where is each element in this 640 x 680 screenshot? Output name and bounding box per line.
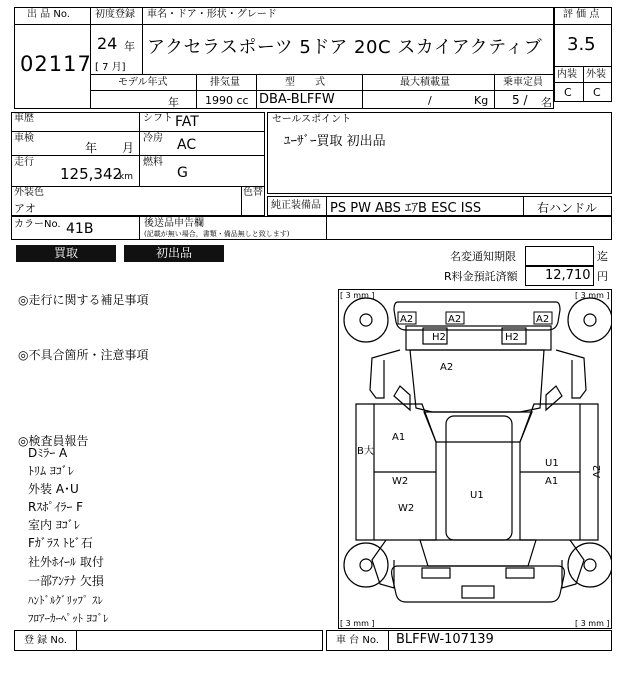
score-label: 評 価 点: [563, 9, 600, 20]
aftermarket-note: (記載が無い場合，書類・備品無しと致します): [144, 230, 290, 238]
driving-notes-heading: ◎走行に関する補足事項: [18, 293, 149, 307]
equipment-label: 純正装備品: [271, 200, 321, 211]
displacement: 1990 cc: [205, 94, 249, 107]
inspector-heading: ◎検査員報告: [18, 434, 89, 448]
name-change-label: 名変通知期限: [450, 250, 516, 263]
damage-mark: H2: [505, 332, 519, 343]
inspector-item: 一部ｱﾝﾃﾅ 欠損: [28, 574, 104, 588]
chassis-number: BLFFW-107139: [396, 632, 494, 647]
damage-mark: U1: [470, 490, 484, 501]
specs-box: [11, 112, 265, 216]
tire-depth-tl: [ 3 mm ]: [340, 291, 375, 300]
capacity-unit: 名: [541, 96, 552, 109]
first-reg-label: 初度登録: [95, 9, 135, 20]
defects-heading: ◎不具合箇所・注意事項: [18, 348, 149, 362]
ac-value: AC: [177, 137, 197, 153]
score: 3.5: [567, 34, 596, 55]
inspector-item: Dﾐﾗｰ A: [28, 446, 68, 460]
model-year-unit: 年: [168, 96, 179, 109]
model-year-label: モデル年式: [118, 77, 168, 88]
recycle-amount: 12,710: [545, 268, 591, 283]
max-load-label: 最大積載量: [400, 77, 450, 88]
mileage-unit: km: [119, 172, 133, 182]
aftermarket-label: 後送品申告欄: [144, 218, 204, 229]
exterior-grade: C: [593, 86, 601, 99]
damage-mark: A1: [545, 476, 559, 487]
name-change-unit: 迄: [597, 250, 608, 263]
capacity-label: 乗車定員: [503, 77, 543, 88]
sales-point: ﾕｰｻﾞｰ買取 初出品: [284, 134, 386, 149]
history-label: 車歴: [14, 113, 34, 124]
buy-badge: 買取: [16, 245, 116, 262]
fuel-label: 燃料: [143, 157, 163, 168]
first-reg-month: [ 7 月]: [95, 62, 126, 73]
inspector-item: 社外ﾎｲｰﾙ 取付: [28, 555, 104, 569]
name-change-box: [525, 246, 594, 266]
exterior-label: 外装: [586, 69, 606, 80]
color-no: 41B: [66, 221, 94, 237]
damage-mark: W2: [392, 476, 409, 487]
car-damage-diagram: [338, 289, 612, 629]
first-reg-year: 24: [97, 34, 118, 53]
type-label: 型 式: [285, 77, 325, 88]
car-name: アクセラスポーツ 5ドア 20C スカイアクティブ: [147, 37, 543, 58]
mileage: 125,342: [60, 165, 123, 183]
inspector-item: Fｶﾞﾗｽ ﾄﾋﾞ石: [28, 536, 93, 550]
max-load-unit: Kg: [474, 94, 489, 107]
damage-mark: A2: [592, 464, 603, 478]
displacement-label: 排気量: [210, 77, 240, 88]
damage-mark: B大: [357, 446, 374, 457]
inspector-item: 室内 ﾖｺﾞﾚ: [28, 518, 80, 532]
damage-mark: A2: [400, 314, 414, 325]
capacity: 5 /: [512, 93, 528, 107]
inspector-item: 外装 A･U: [28, 482, 79, 496]
inspector-item: Rｽﾎﾟｲﾗｰ F: [28, 500, 84, 514]
first-listing-badge: 初出品: [124, 245, 224, 262]
color-value: アオ: [14, 202, 36, 215]
max-load: /: [428, 94, 432, 107]
inspection-month: 月: [122, 141, 135, 155]
chassis-label: 車 台 No.: [336, 635, 379, 646]
lot-label: 出 品 No.: [27, 9, 70, 20]
tire-depth-br: [ 3 mm ]: [575, 619, 610, 628]
damage-mark: A2: [448, 314, 462, 325]
fuel-value: G: [177, 165, 188, 181]
recycle-unit: 円: [597, 270, 608, 283]
inspector-item: ﾌﾛｱｰｶｰﾍﾟｯﾄ ﾖｺﾞﾚ: [28, 612, 109, 625]
damage-mark: U1: [545, 458, 559, 469]
damage-mark: H2: [432, 332, 446, 343]
damage-mark: W2: [398, 503, 415, 514]
sales-point-label: セールスポイント: [272, 114, 352, 125]
first-reg-year-unit: 年: [124, 40, 135, 53]
tire-depth-tr: [ 3 mm ]: [575, 291, 610, 300]
inspector-item: ﾄﾘﾑ ﾖｺﾞﾚ: [28, 464, 74, 478]
damage-mark: A2: [536, 314, 550, 325]
inspector-item: ﾊﾝﾄﾞﾙｸﾞﾘｯﾌﾟ ｽﾚ: [28, 594, 103, 607]
interior-label: 内装: [557, 69, 577, 80]
tire-depth-bl: [ 3 mm ]: [340, 619, 375, 628]
damage-mark: A2: [440, 362, 454, 373]
ac-label: 冷房: [143, 133, 163, 144]
equipment-list: PS PW ABS ｴｱB ESC ISS: [330, 201, 482, 216]
shift-value: FAT: [175, 114, 199, 130]
repaint-label: 色替: [243, 187, 263, 198]
shift-label: シフト: [143, 113, 173, 124]
mileage-label: 走行: [14, 157, 34, 168]
registration-label: 登 録 No.: [24, 635, 67, 646]
lot-number: 02117: [20, 52, 92, 76]
vehicle-type: DBA-BLFFW: [259, 92, 335, 107]
handle-position: 右ハンドル: [537, 201, 598, 215]
color-no-label: カラーNo.: [14, 219, 61, 230]
color-label: 外装色: [14, 187, 44, 198]
damage-mark: A1: [392, 432, 406, 443]
interior-grade: C: [564, 86, 572, 99]
inspection-year: 年: [85, 141, 98, 155]
recycle-label: R料金預託済額: [444, 270, 518, 283]
car-name-label: 車名・ドア・形状・グレード: [147, 9, 277, 20]
inspection-label: 車検: [14, 133, 34, 144]
